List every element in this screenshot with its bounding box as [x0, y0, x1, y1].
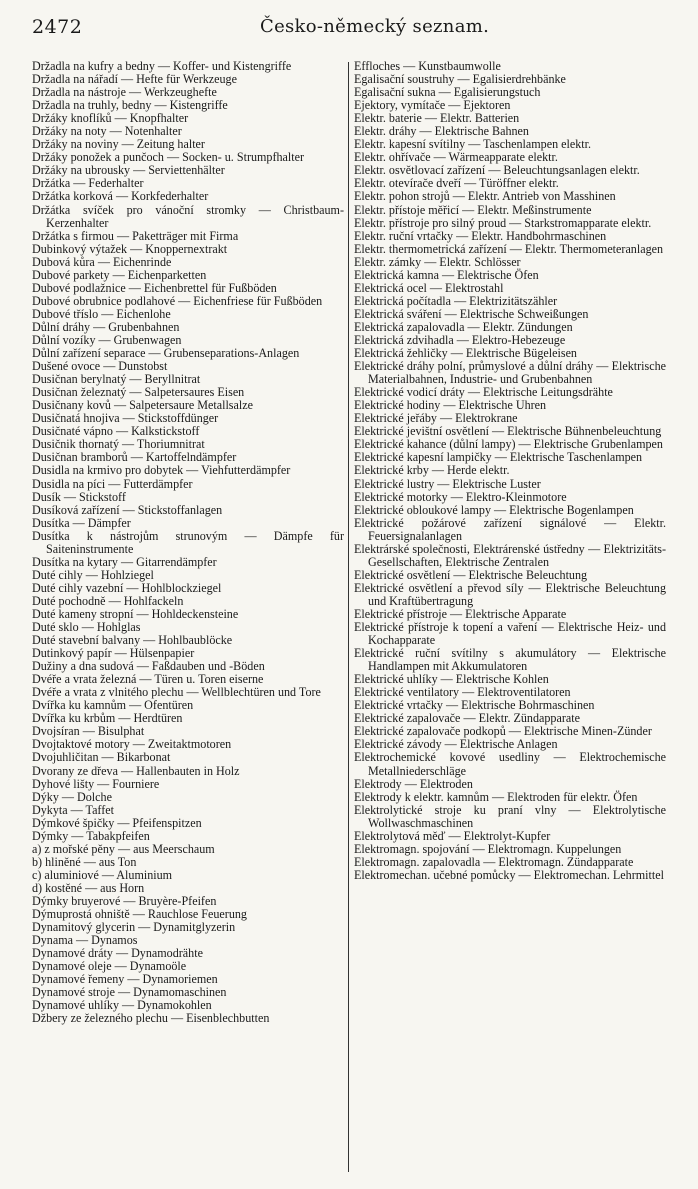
index-entry: Elektr. ohřívače — Wärmeapparate elektr. [354, 150, 558, 165]
index-entry: Dusičnan berylnatý — Beryllnitrat [32, 372, 201, 387]
index-entry: Elektrické zapalovače podkopů — Elektrische Minen-Zünder [354, 724, 652, 739]
index-entry: Dvířka ku krbům — Herdtüren [32, 711, 183, 726]
page-header [32, 14, 674, 44]
index-entry: Elektrické dráhy polní, průmyslové a důlní dráhy — Elektrische Materialbahnen, Industrie- und Grubenbahnen [354, 359, 666, 387]
index-entry: Duté sklo — Hohlglas [32, 620, 141, 635]
index-entry: Elektrody k elektr. kamnům — Elektroden für elektr. Öfen [354, 789, 638, 804]
index-entry: Důlní dráhy — Grubenbahnen [32, 319, 180, 334]
index-entry: Důlní vozíky — Grubenwagen [32, 332, 182, 347]
index-entry: Dýmuprostá ohniště — Rauchlose Feuerung [32, 907, 247, 922]
index-entry: Elektrické kapesní lampičky — Elektrische Taschenlampen [354, 450, 643, 465]
index-entry: Elektr. ruční vrtačky — Elektr. Handbohrmaschinen [354, 228, 607, 243]
index-entry: Elektrické kahance (důlní lampy) — Elektrische Grubenlampen [354, 437, 663, 452]
index-entry: Dusidla na píci — Futterdämpfer [32, 476, 193, 491]
index-entry: Držáky na noty — Notenhalter [32, 124, 182, 139]
index-entry: Dvojsíran — Bisulphat [32, 724, 145, 739]
index-entry: Dubové parkety — Eichenparketten [32, 267, 207, 282]
index-entry: Elektrické obloukové lampy — Elektrische Bogenlampen [354, 502, 634, 517]
index-entry: Držáky na noviny — Zeitung halter [32, 137, 205, 152]
index-entry: Držadla na nástroje — Werkzeughefte [32, 85, 217, 100]
index-entry: Elektr. pohon strojů — Elektr. Antrieb von Masshinen [354, 189, 616, 204]
index-entry: Elektrická sváření — Elektrische Schweißungen [354, 306, 589, 321]
index-entry: Dykyta — Taffet [32, 802, 114, 817]
index-entry: Džbery ze železného plechu — Eisenblechbutten [32, 1011, 270, 1026]
index-entry: Ejektory, vymítače — Ejektoren [354, 98, 511, 113]
index-entry: Elektrické přístroje — Elektrische Apparate [354, 606, 567, 621]
index-entry: Dusičnatá hnojiva — Stickstoffdünger [32, 411, 219, 426]
index-entry: Držadla na truhly, bedny — Kistengriffe [32, 98, 228, 113]
index-entry: Dusík — Stickstoff [32, 489, 126, 504]
left-column [32, 60, 344, 1178]
index-entry: Dynama — Dynamos [32, 933, 138, 948]
index-entry: Dutinkový papír — Hülsenpapier [32, 646, 195, 661]
index-entry: Držátka s firmou — Paketträger mit Firma [32, 228, 239, 243]
index-entry: Elektrická zapalovadla — Elektr. Zündungen [354, 319, 573, 334]
index-entry: Elektrické závody — Elektrische Anlagen [354, 737, 558, 752]
index-entry: Dubové tříslo — Eichenlohe [32, 306, 171, 321]
index-entry: Elektrické zapalovače — Elektr. Zündapparate [354, 711, 580, 726]
index-entry: Elektr. kapesní svítilny — Taschenlampen elektr. [354, 137, 592, 152]
index-entry: Dusítka k nástrojům strunovým — Dämpfe für Saiteninstrumente [32, 528, 344, 556]
index-entry: Dužiny a dna sudová — Faßdauben und -Böden [32, 659, 265, 674]
index-entry: Dusidla na krmivo pro dobytek — Viehfutterdämpfer [32, 463, 291, 478]
index-entry: c) aluminiové — Aluminium [32, 867, 173, 882]
index-entry: Elektr. baterie — Elektr. Batterien [354, 111, 520, 126]
index-entry: Držáky knoflíků — Knopfhalter [32, 111, 189, 126]
index-entry: Dvířka ku kamnům — Ofentüren [32, 698, 194, 713]
index-entry: Elektromagn. spojování — Elektromagn. Kuppelungen [354, 841, 622, 856]
index-entry: Duté cihly — Hohlziegel [32, 567, 154, 582]
index-entry: Elektrické vrtačky — Elektrische Bohrmaschinen [354, 698, 595, 713]
index-entry: Držadla na nářadí — Hefte für Werkzeuge [32, 72, 237, 87]
index-entry: Dubové obrubnice podlahové — Eichenfriese für Fußböden [32, 293, 323, 308]
index-entry: Elektrická zdvihadla — Elektro-Hebezeuge [354, 332, 566, 347]
index-entry: Elektrody — Elektroden [354, 776, 473, 791]
index-entry: Elektromechan. učebné pomůcky — Elektromechan. Lehrmittel [354, 867, 664, 882]
index-entry: Elektrická počítadla — Elektrizitätszähler [354, 293, 558, 308]
index-entry: Držáky na ubrousky — Serviettenhälter [32, 163, 225, 178]
index-entry: Dusičnik thornatý — Thoriumnitrat [32, 437, 205, 452]
index-entry: d) kostěné — aus Horn [32, 880, 145, 895]
index-entry: Dynamové uhlíky — Dynamokohlen [32, 998, 212, 1013]
index-entry: Elektrické jeřáby — Elektrokrane [354, 411, 518, 426]
index-entry: Elektr. zámky — Elektr. Schlösser [354, 254, 521, 269]
index-entry: a) z mořské pěny — aus Meerschaum [32, 841, 215, 856]
index-entry: Dynamové dráty — Dynamodrähte [32, 946, 203, 961]
index-entry: Dusičnan bramborů — Kartoffelndämpfer [32, 450, 237, 465]
index-entry: Elektr. osvětlovací zařízení — Beleuchtungsanlagen elektr. [354, 163, 640, 178]
index-entry: Dýmkové špičky — Pfeifenspitzen [32, 815, 202, 830]
index-entry: Elektrické lustry — Elektrische Luster [354, 476, 541, 491]
index-entry: Elektrické osvětlení — Elektrische Beleuchtung [354, 567, 588, 582]
index-entry: Duté pochodně — Hohlfackeln [32, 593, 184, 608]
index-entry: Dusítka na kytary — Gitarrendämpfer [32, 554, 217, 569]
index-entry: Dynamitový glycerin — Dynamitglyzerin [32, 920, 236, 935]
index-entry: Elektrické požárové zařízení signálové — Elektr. Feuersignalanlagen [354, 515, 666, 543]
index-entry: Egalisační sukna — Egalisierungstuch [354, 85, 541, 100]
index-entry: Dubinkový výtažek — Knoppernextrakt [32, 241, 228, 256]
index-entry: Dusíková zařízení — Stickstoffanlagen [32, 502, 223, 517]
index-entry: Elektrické krby — Herde elektr. [354, 463, 510, 478]
index-entry: Dusičnany kovů — Salpetersaure Metallsalze [32, 398, 253, 413]
index-entry: Elektrochemické kovové usedliny — Elektrochemische Metallniederschläge [354, 750, 666, 778]
index-entry: Elektrické ruční svítilny s akumulátory — Elektrische Handlampen mit Akkumulatoren [354, 646, 666, 674]
index-entry: Elektrické jevištní osvětlení — Elektrische Bühnenbeleuchtung [354, 424, 662, 439]
index-entry: Dubová kůra — Eichenrinde [32, 254, 172, 269]
index-entry: Dusičnaté vápno — Kalkstickstoff [32, 424, 200, 439]
index-entry: Dvojuhličitan — Bikarbonat [32, 750, 171, 765]
index-entry: Elektromagn. zapalovadla — Elektromagn. Zündapparate [354, 854, 634, 869]
index-entry: Elektrická kamna — Elektrische Öfen [354, 267, 539, 282]
index-entry: Elektrolytické stroje ku praní vlny — Elektrolytische Wollwaschmaschinen [354, 802, 666, 830]
right-column [354, 60, 666, 1178]
index-entry: Elektr. přístoje měřicí — Elektr. Meßinstrumente [354, 202, 592, 217]
index-entry: Egalisační soustruhy — Egalisierdrehbänke [354, 72, 566, 87]
index-entry: Elektrická žehličky — Elektrische Bügeleisen [354, 346, 577, 361]
index-entry: Elektr. thermometrická zařízení — Elektr. Thermometeranlagen [354, 241, 664, 256]
index-entry: Elektrárské společnosti, Elektrárenské ústředny — Elektrizitäts-Gesellschaften, Elektrische Zentralen [354, 541, 666, 569]
index-entry: Dvojtaktové motory — Zweitaktmotoren [32, 737, 232, 752]
index-entry: Dvéře a vrata železná — Türen u. Toren eiserne [32, 672, 264, 687]
index-entry: b) hliněné — aus Ton [32, 854, 137, 869]
index-entry: Dýmky bruyerové — Bruyère-Pfeifen [32, 894, 217, 908]
index-entry: Elektrické vodicí dráty — Elektrische Leitungsdrähte [354, 385, 613, 400]
index-entry: Elektr. dráhy — Elektrische Bahnen [354, 124, 529, 139]
running-title: Česko-německý seznam. [260, 16, 490, 37]
index-entry: Dubové podlažnice — Eichenbrettel für Fußböden [32, 280, 277, 295]
index-entry: Elektr. otevírače dveří — Türöffner elektr. [354, 176, 559, 191]
index-entry: Držátka korková — Korkfederhalter [32, 189, 209, 204]
index-entry: Dusítka — Dämpfer [32, 515, 131, 530]
index-entry: Držadla na kufry a bedny — Koffer- und Kistengriffe [32, 59, 292, 73]
page-number: 2472 [32, 16, 83, 38]
index-entry: Držátka — Federhalter [32, 176, 144, 191]
index-entry: Duté kameny stropní — Hohldeckensteine [32, 606, 239, 621]
index-entry: Elektrické osvětlení a převod síly — Elektrische Beleuchtung und Kraftübertragung [354, 580, 666, 608]
index-entry: Elektrické ventilatory — Elektroventilatoren [354, 685, 571, 700]
index-entry: Elektrická ocel — Elektrostahl [354, 280, 504, 295]
index-entry: Důlní zařízení separace — Grubenseparations-Anlagen [32, 346, 300, 361]
index-entry: Elektrické uhlíky — Elektrische Kohlen [354, 672, 549, 687]
index-entry: Duté stavební balvany — Hohlbaublöcke [32, 633, 233, 648]
index-entry: Effloches — Kunstbaumwolle [354, 59, 501, 73]
index-entry: Dušené ovoce — Dunstobst [32, 359, 168, 374]
index-entry: Dyhové lišty — Fourniere [32, 776, 160, 791]
index-entry: Dynamové oleje — Dynamoöle [32, 959, 187, 974]
index-entry: Elektrické přístroje k topení a vaření — Elektrische Heiz- und Kochapparate [354, 620, 666, 648]
index-entry: Dvéře a vrata z vlnitého plechu — Wellblechtüren und Tore [32, 685, 321, 700]
index-entry: Dvorany ze dřeva — Hallenbauten in Holz [32, 763, 240, 778]
index-entry: Držátka svíček pro vánoční stromky — Christbaum-Kerzenhalter [32, 202, 344, 230]
index-entry: Duté cihly vazební — Hohlblockziegel [32, 580, 222, 595]
index-columns [32, 60, 672, 1178]
index-entry: Elektrické motorky — Elektro-Kleinmotore [354, 489, 567, 504]
index-entry: Dynamové řemeny — Dynamoriemen [32, 972, 218, 987]
index-entry: Elektrické hodiny — Elektrische Uhren [354, 398, 547, 413]
index-entry: Držáky ponožek a punčoch — Socken- u. Strumpfhalter [32, 150, 305, 165]
index-entry: Elektrolytová měď — Elektrolyt-Kupfer [354, 828, 551, 843]
index-entry: Elektr. přístroje pro silný proud — Starkstromapparate elektr. [354, 215, 652, 230]
index-entry: Dýmky — Tabakpfeifen [32, 828, 150, 843]
index-entry: Dynamové stroje — Dynamomaschinen [32, 985, 227, 1000]
column-divider [348, 62, 349, 1172]
index-entry: Dusičnan železnatý — Salpetersaures Eisen [32, 385, 245, 400]
index-entry: Dýky — Dolche [32, 789, 112, 804]
